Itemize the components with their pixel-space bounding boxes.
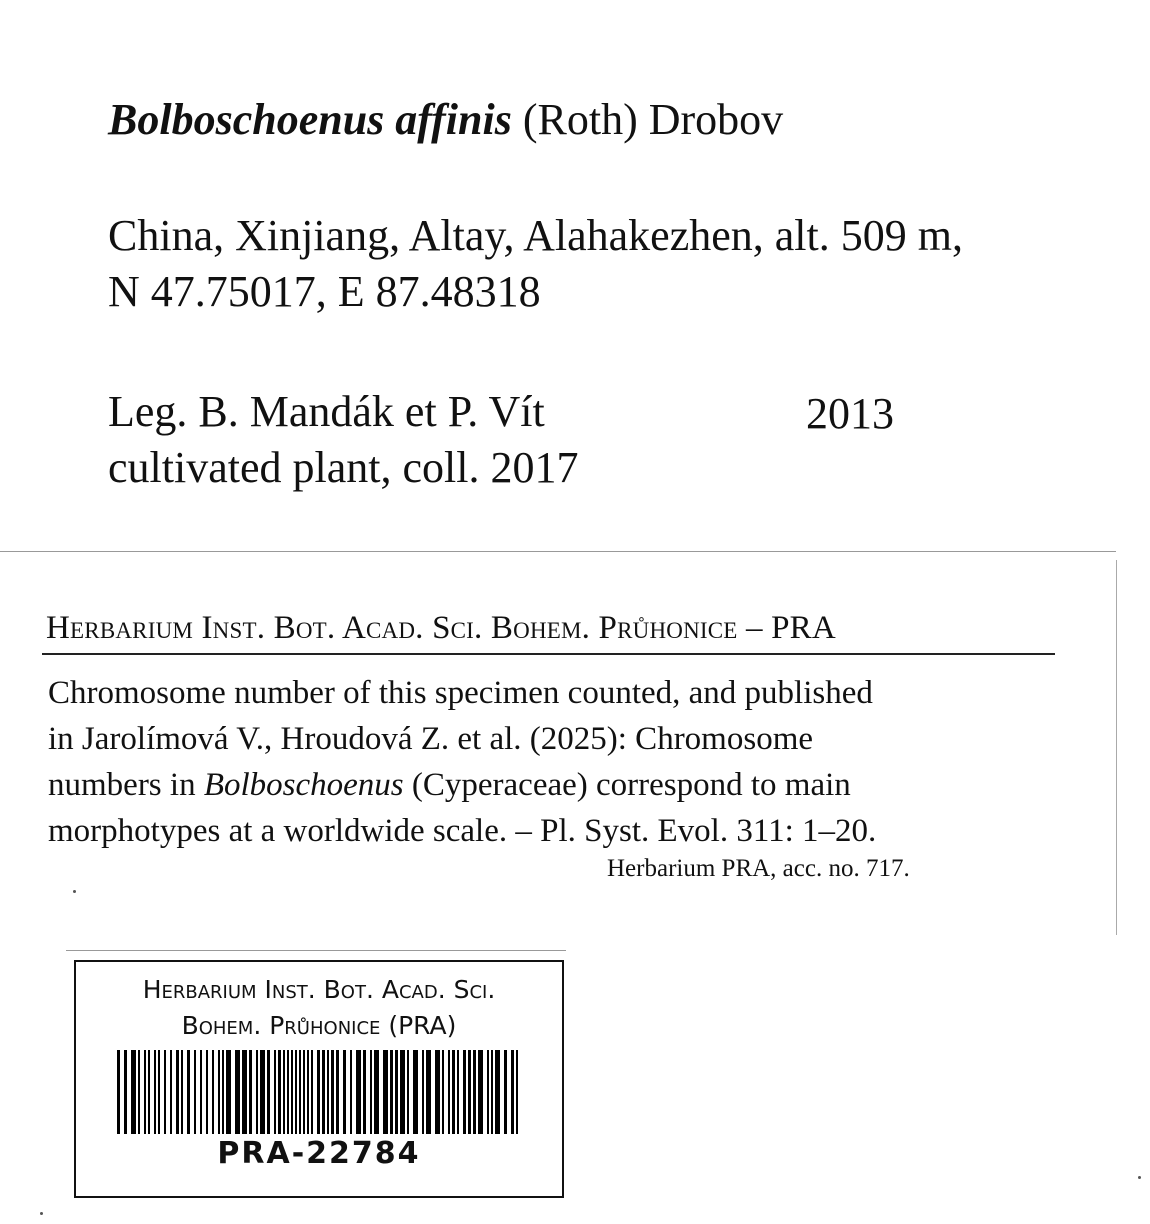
collector-block (108, 384, 578, 496)
cultivation-note: cultivated plant, coll. 2017 (108, 443, 579, 492)
barcode-bar (504, 1050, 507, 1134)
barcode-bar (435, 1050, 440, 1134)
barcode-bar (487, 1050, 489, 1134)
barcode-institution-line-2: Bohem. Průhonice (PRA) (181, 1011, 457, 1040)
note-genus: Bolboschoenus (203, 767, 404, 803)
accession-number: Herbarium PRA, acc. no. 717. (607, 855, 910, 882)
barcode-id: PRA-22784 (217, 1136, 421, 1171)
barcode-bar (407, 1050, 409, 1134)
barcode-bar (356, 1050, 361, 1134)
herbarium-heading: Herbarium Inst. Bot. Acad. Sci. Bohem. Průhonice – PRA (46, 610, 836, 646)
locality-line-1: China, Xinjiang, Altay, Alahakezhen, alt. 509 m, (108, 211, 963, 260)
barcode-bar (463, 1050, 466, 1134)
barcode-bar (370, 1050, 372, 1134)
collectors: Leg. B. Mandák et P. Vít (108, 387, 545, 436)
barcode-bar (516, 1050, 518, 1134)
barcode-bar (317, 1050, 320, 1134)
locality-block (108, 208, 963, 320)
barcode-bar (363, 1050, 366, 1134)
barcode-bar (307, 1050, 309, 1134)
barcode-bar (212, 1050, 214, 1134)
barcode-bar (390, 1050, 393, 1134)
slip-right-edge (1116, 560, 1117, 935)
barcode-bar (170, 1050, 172, 1134)
barcode-bar (452, 1050, 455, 1134)
barcode-bar (222, 1050, 224, 1134)
barcode-bar (413, 1050, 418, 1134)
barcode-bar (117, 1050, 120, 1134)
barcode-bar (383, 1050, 388, 1134)
barcode-bar (256, 1050, 258, 1134)
note-line-1: Chromosome number of this specimen counted, and published (48, 675, 873, 711)
barcode-bar (495, 1050, 500, 1134)
note-line-3-pre: numbers in (48, 767, 204, 803)
barcode-bar (491, 1050, 493, 1134)
barcode-institution-line-1: Herbarium Inst. Bot. Acad. Sci. (142, 975, 496, 1004)
barcode-bar (322, 1050, 325, 1134)
barcode-bar (442, 1050, 444, 1134)
barcode-bar (478, 1050, 483, 1134)
barcode-bar (299, 1050, 301, 1134)
barcode-bar (181, 1050, 183, 1134)
note-line-2: in Jarolímová V., Hroudová Z. et al. (2025): Chromosome (48, 721, 814, 757)
barcode-bar (226, 1050, 231, 1134)
barcode-bar (144, 1050, 146, 1134)
barcode-bar (426, 1050, 431, 1134)
barcode-bars (117, 1050, 521, 1134)
barcode-bar (176, 1050, 179, 1134)
scan-speck (73, 890, 76, 893)
note-line-3-post: (Cyperaceae) correspond to main (403, 767, 851, 803)
scan-speck (40, 1212, 43, 1215)
barcode-bar (311, 1050, 313, 1134)
barcode-bar (457, 1050, 459, 1134)
barcode-bar (278, 1050, 281, 1134)
barcode-bar (422, 1050, 424, 1134)
barcode-bar (187, 1050, 190, 1134)
barcode-bar (249, 1050, 252, 1134)
barcode-bar (395, 1050, 398, 1134)
barcode-bar (242, 1050, 247, 1134)
note-line-3 (48, 762, 1048, 808)
barcode-bar (124, 1050, 127, 1134)
slip-top-edge (0, 551, 1116, 552)
barcode-bar (374, 1050, 379, 1134)
barcode-bar (295, 1050, 297, 1134)
chromosome-note (48, 670, 1048, 854)
barcode-bar (331, 1050, 334, 1134)
barcode-bar (194, 1050, 196, 1134)
barcode-bar (200, 1050, 202, 1134)
barcode-bar (303, 1050, 305, 1134)
scan-speck (1138, 1176, 1141, 1179)
barcode-bar (473, 1050, 476, 1134)
barcode-bar (327, 1050, 329, 1134)
barcode-bar (206, 1050, 208, 1134)
barcode-bar (511, 1050, 514, 1134)
barcode-bar (267, 1050, 270, 1134)
barcode-bar (343, 1050, 346, 1134)
species-scientific-name: Bolboschoenus affinis (108, 95, 512, 144)
barcode-bar (287, 1050, 289, 1134)
barcode-bar (283, 1050, 285, 1134)
species-author: (Roth) Drobov (522, 95, 784, 144)
barcode-bar (468, 1050, 471, 1134)
barcode-bar (260, 1050, 265, 1134)
barcode-bar (131, 1050, 136, 1134)
barcode-bar (274, 1050, 276, 1134)
heading-divider (42, 653, 1055, 655)
collection-year: 2013 (806, 389, 894, 438)
barcode-bar (448, 1050, 450, 1134)
barcode-bar (235, 1050, 240, 1134)
barcode-bar (164, 1050, 166, 1134)
barcode-bar (218, 1050, 220, 1134)
barcode-bar (148, 1050, 150, 1134)
barcode-bar (400, 1050, 405, 1134)
locality-line-2: N 47.75017, E 87.48318 (108, 267, 541, 316)
species-heading (108, 92, 783, 148)
barcode-bar (158, 1050, 160, 1134)
barcode-bar (291, 1050, 293, 1134)
barcode-bar (138, 1050, 140, 1134)
barcode-bar (350, 1050, 352, 1134)
barcode-bar (336, 1050, 339, 1134)
barcode-bar (154, 1050, 156, 1134)
note-line-4: morphotypes at a worldwide scale. – Pl. Syst. Evol. 311: 1–20. (48, 813, 877, 849)
